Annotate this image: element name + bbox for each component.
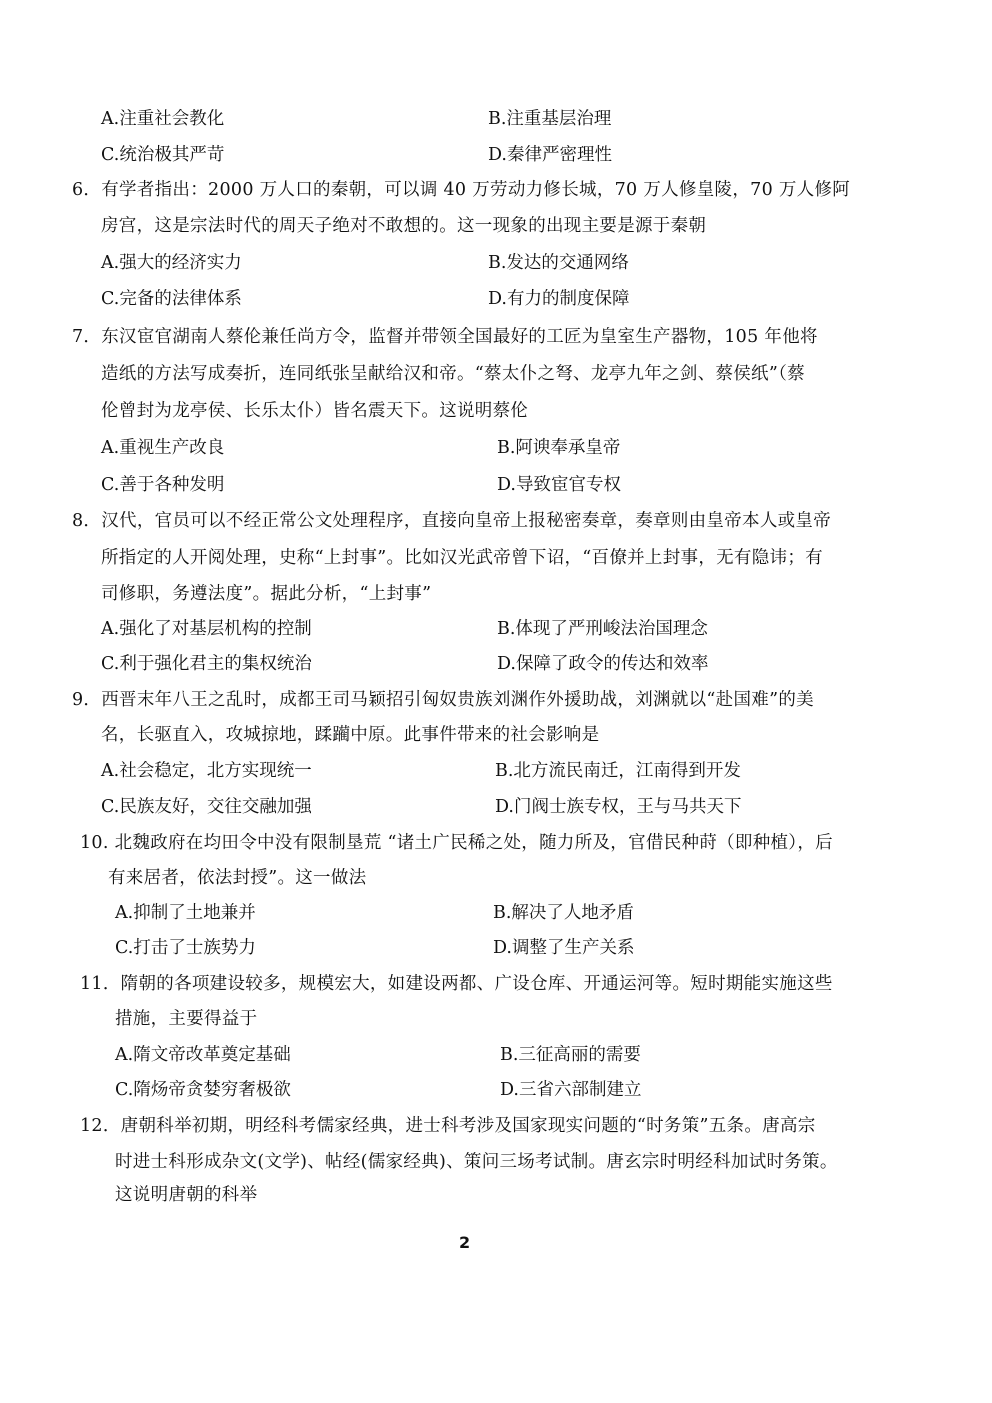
q11-option-c: C.隋炀帝贪婪穷奢极欲 — [115, 1080, 291, 1100]
q7-option-d: D.导致宦官专权 — [497, 475, 621, 495]
q11-option-d: D.三省六部制建立 — [500, 1080, 642, 1100]
q5-option-d: D.秦律严密理性 — [488, 145, 612, 165]
q10-stem-line-2: 有来居者，依法封授”。这一做法 — [108, 868, 367, 888]
q5-option-c: C.统治极其严苛 — [101, 145, 225, 165]
q9-option-d: D.门阀士族专权，王与马共天下 — [495, 797, 742, 817]
q7-stem-line-3: 伦曾封为龙亭侯、长乐太仆）皆名震天下。这说明蔡伦 — [101, 401, 529, 421]
q8-option-d: D.保障了政令的传达和效率 — [497, 654, 709, 674]
q12-stem-line-3: 这说明唐朝的科举 — [115, 1185, 258, 1205]
q7-option-a: A.重视生产改良 — [101, 438, 225, 458]
q7-option-c: C.善于各种发明 — [101, 475, 225, 495]
q6-option-d: D.有力的制度保障 — [488, 289, 630, 309]
q12-stem-line-2: 时进士科形成杂文(文学)、帖经(儒家经典)、策问三场考试制。唐玄宗时明经科加试时务策。 — [115, 1152, 838, 1172]
q10-option-b: B.解决了人地矛盾 — [493, 903, 634, 923]
q8-option-c: C.利于强化君主的集权统治 — [101, 654, 312, 674]
q6-option-c: C.完备的法律体系 — [101, 289, 242, 309]
q8-stem-line-1: 8．汉代，官员可以不经正常公文处理程序，直接向皇帝上报秘密奏章，奏章则由皇帝本人或皇帝 — [72, 511, 832, 531]
q10-option-d: D.调整了生产关系 — [493, 938, 635, 958]
q10-option-c: C.打击了士族势力 — [115, 938, 256, 958]
q9-option-b: B.北方流民南迁，江南得到开发 — [495, 761, 741, 781]
q12-stem-line-1: 12．唐朝科举初期，明经科考儒家经典，进士科考涉及国家现实问题的“时务策”五条。唐高宗 — [80, 1116, 816, 1136]
q9-option-c: C.民族友好，交往交融加强 — [101, 797, 312, 817]
q11-stem-line-2: 措施，主要得益于 — [115, 1009, 258, 1029]
q6-option-b: B.发达的交通网络 — [488, 253, 629, 273]
q6-stem-line-2: 房宫，这是宗法时代的周天子绝对不敢想的。这一现象的出现主要是源于秦朝 — [101, 216, 707, 236]
q6-option-a: A.强大的经济实力 — [101, 253, 242, 273]
q10-stem-line-1: 10. 北魏政府在均田令中没有限制垦荒 “诸土广民稀之处，随力所及，官借民种莳（即种植），后 — [80, 833, 833, 853]
q9-option-a: A.社会稳定，北方实现统一 — [101, 761, 312, 781]
q7-option-b: B.阿谀奉承皇帝 — [497, 438, 621, 458]
q5-option-a: A.注重社会教化 — [101, 109, 225, 129]
page-number: 2 — [459, 1233, 471, 1252]
q8-option-b: B.体现了严刑峻法治国理念 — [497, 619, 708, 639]
q8-stem-line-3: 司修职，务遵法度”。据此分析，“上封事” — [101, 584, 432, 604]
q5-option-b: B.注重基层治理 — [488, 109, 612, 129]
q11-stem-line-1: 11．隋朝的各项建设较多，规模宏大，如建设两都、广设仓库、开通运河等。短时期能实施这些 — [80, 974, 833, 994]
q11-option-b: B.三征高丽的需要 — [500, 1045, 641, 1065]
q10-option-a: A.抑制了土地兼并 — [115, 903, 256, 923]
q11-option-a: A.隋文帝改革奠定基础 — [115, 1045, 291, 1065]
q9-stem-line-2: 名，长驱直入，攻城掠地，蹂躏中原。此事件带来的社会影响是 — [101, 725, 600, 745]
q9-stem-line-1: 9．西晋末年八王之乱时，成都王司马颖招引匈奴贵族刘渊作外援助战，刘渊就以“赴国难”的美 — [72, 690, 814, 710]
q8-option-a: A.强化了对基层机构的控制 — [101, 619, 312, 639]
q7-stem-line-2: 造纸的方法写成奏折，连同纸张呈献给汉和帝。“蔡太仆之弩、龙亭九年之剑、蔡侯纸”（蔡 — [101, 364, 805, 384]
q8-stem-line-2: 所指定的人开阅处理，史称“上封事”。比如汉光武帝曾下诏，“百僚并上封事，无有隐讳；有 — [101, 548, 823, 568]
q6-stem-line-1: 6．有学者指出：2000 万人口的秦朝，可以调 40 万劳动力修长城，70 万人修皇陵，70 万人修阿 — [72, 180, 851, 200]
q7-stem-line-1: 7．东汉宦官湖南人蔡伦兼任尚方令，监督并带领全国最好的工匠为皇室生产器物，105 年他将 — [72, 327, 818, 347]
